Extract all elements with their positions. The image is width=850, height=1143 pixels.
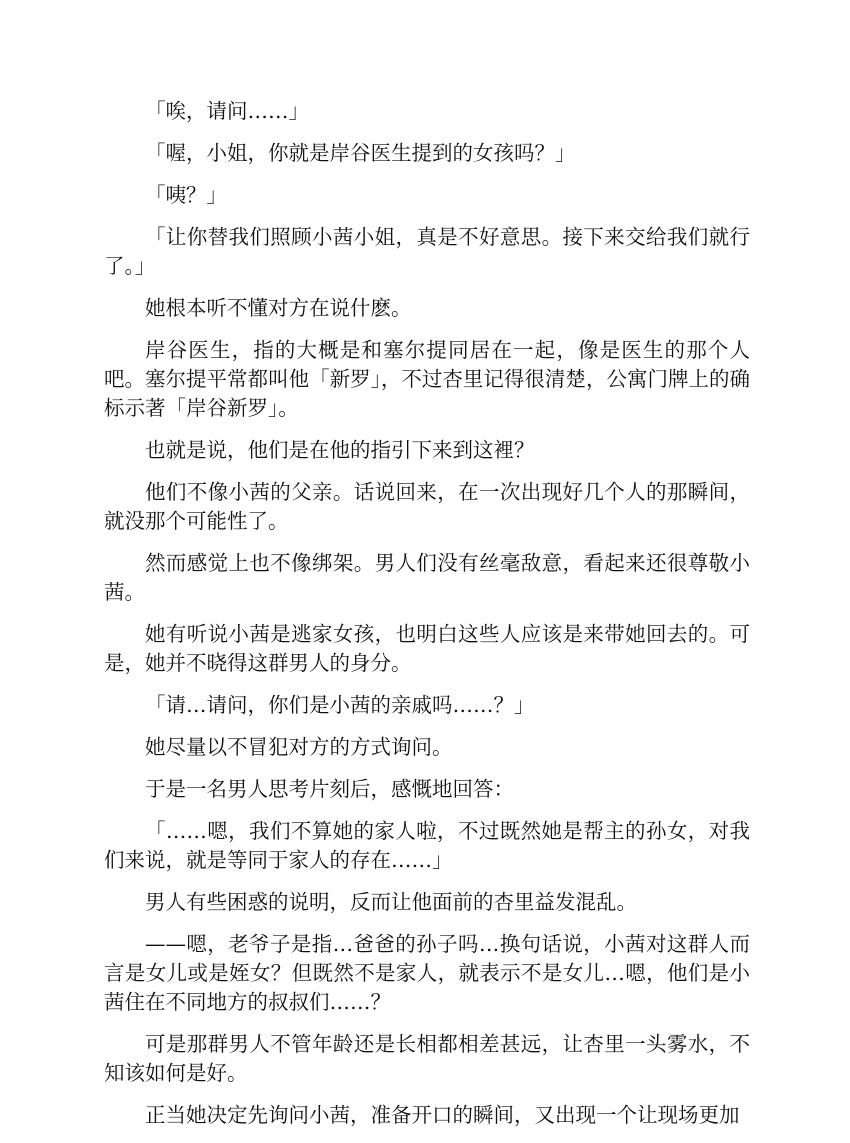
paragraph: 于是一名男人思考片刻后，感慨地回答： <box>145 777 514 801</box>
paragraph: 「让你替我们照顾小茜小姐，真是不好意思。接下来交给我们就行了。」 <box>104 225 750 278</box>
paragraph: 「咦？」 <box>145 183 227 207</box>
paragraph: 「唉，请问……」 <box>145 99 309 123</box>
paragraph: 「请…请问，你们是小茜的亲戚吗……？」 <box>145 693 535 717</box>
paragraph: 可是那群男人不管年龄还是长相都相差甚远，让杏里一头雾水，不知该如何是好。 <box>104 1032 750 1085</box>
paragraph: 她有听说小茜是逃家女孩，也明白这些人应该是来带她回去的。可是，她并不晓得这群男人的身分。 <box>104 622 750 675</box>
paragraph: 然而感觉上也不像绑架。男人们没有丝毫敌意，看起来还很尊敬小茜。 <box>104 551 750 604</box>
paragraph: ——嗯，老爷子是指…爸爸的孙子吗…换句话说，小茜对这群人而言是女儿或是姪女？但既然不是家人，就表示不是女儿…嗯，他们是小茜住在不同地方的叔叔们……？ <box>104 932 750 1014</box>
paragraph: 岸谷医生，指的大概是和塞尔提同居在一起，像是医生的那个人吧。塞尔提平常都叫他「新罗」，不过杏里记得很清楚，公寓门牌上的确标示著「岸谷新罗」。 <box>104 338 750 420</box>
paragraph: 男人有些困惑的说明，反而让他面前的杏里益发混乱。 <box>145 890 637 914</box>
paragraph: 「喔，小姐，你就是岸谷医生提到的女孩吗？」 <box>145 141 576 165</box>
paragraph: 他们不像小茜的父亲。话说回来，在一次出现好几个人的那瞬间，就没那个可能性了。 <box>104 480 750 533</box>
paragraph: 她尽量以不冒犯对方的方式询问。 <box>145 735 453 759</box>
paragraph: 也就是说，他们是在他的指引下来到这裡？ <box>145 438 535 462</box>
document-page <box>104 97 750 1143</box>
paragraph: 正当她决定先询问小茜，准备开口的瞬间，又出现一个让现场更加 <box>145 1103 740 1127</box>
paragraph: 她根本听不懂对方在说什麽。 <box>145 296 412 320</box>
paragraph: 「……嗯，我们不算她的家人啦，不过既然她是帮主的孙女，对我们来说，就是等同于家人的存在……」 <box>104 819 750 872</box>
